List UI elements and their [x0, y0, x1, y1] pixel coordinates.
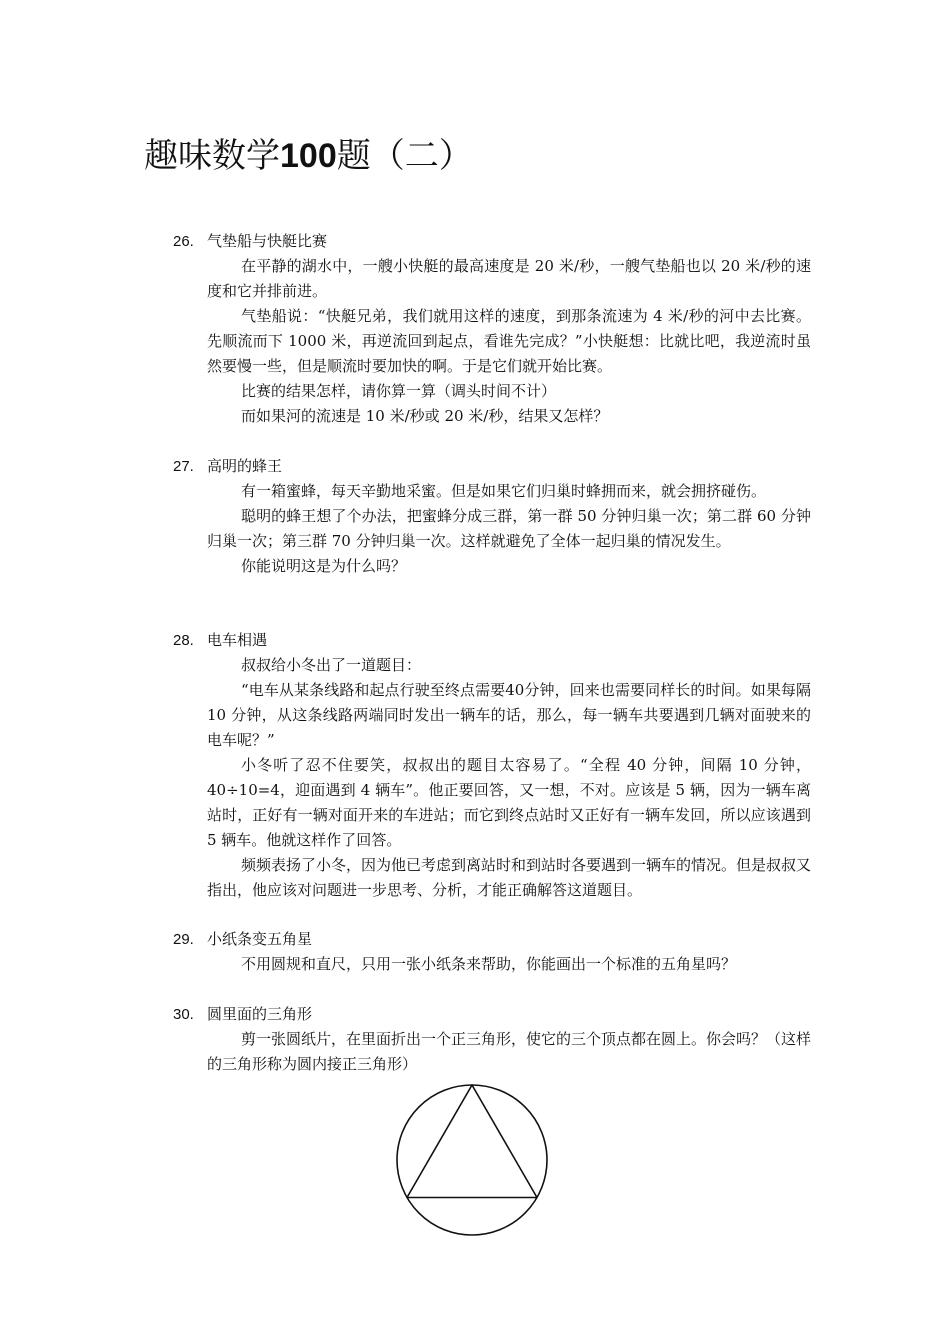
- triangle-shape: [407, 1085, 537, 1198]
- problem-heading: [173, 1002, 813, 1027]
- problem-heading: [173, 454, 813, 479]
- paragraph: 聪明的蜂王想了个办法，把蜜蜂分成三群，第一群 50 分钟归巢一次；第二群 60 分钟归巢一次；第三群 70 分钟归巢一次。这样就避免了全体一起归巢的情况发生。: [207, 507, 811, 550]
- paragraph: 小冬听了忍不住要笑，叔叔出的题目太容易了。“全程 40 分钟，间隔 10 分钟，40÷10=4，迎面遇到 4 辆车”。他正要回答，又一想，不对。应该是 5 辆，因为一辆车离站时，正好有一辆对面开来的车进站；而它到终点站时又正好有一辆车发回，所以应该遇到 5 辆车。他就这样作了回答。: [207, 756, 811, 849]
- paragraph: 比赛的结果怎样，请你算一算（调头时间不计）: [241, 382, 557, 400]
- problem-title: 高明的蜂王: [207, 457, 283, 475]
- paragraph: 有一箱蜜蜂，每天辛勤地采蜜。但是如果它们归巢时蜂拥而来，就会拥挤碰伤。: [241, 482, 767, 500]
- problem-number: 30.: [173, 1006, 194, 1023]
- problem-number: 28.: [173, 632, 194, 649]
- title-number: 100: [280, 137, 337, 175]
- problem-number: 27.: [173, 458, 194, 475]
- paragraph: 剪一张圆纸片，在里面折出一个正三角形，使它的三个顶点都在圆上。你会吗？（这样的三角形称为圆内接正三角形）: [207, 1030, 812, 1073]
- circle-shape: [397, 1085, 547, 1235]
- title-prefix: 趣味数学: [144, 136, 280, 176]
- problem-heading: [173, 628, 813, 653]
- problem-30: [173, 1002, 813, 1077]
- paragraph: 而如果河的流速是 10 米/秒或 20 米/秒，结果又怎样？: [241, 407, 609, 425]
- problem-title: 气垫船与快艇比赛: [207, 232, 328, 250]
- problem-body: [207, 1027, 811, 1077]
- problem-title: 圆里面的三角形: [207, 1005, 313, 1023]
- title-suffix: 题（二）: [336, 136, 473, 176]
- problem-title: 小纸条变五角星: [207, 930, 313, 948]
- problem-number: 29.: [173, 931, 194, 948]
- problem-number: 26.: [173, 233, 194, 250]
- paragraph: 不用圆规和直尺，只用一张小纸条来帮助，你能画出一个标准的五角星吗？: [241, 955, 737, 973]
- problem-28: [173, 628, 813, 903]
- problem-body: [207, 952, 811, 977]
- problem-body: [207, 653, 811, 903]
- problem-heading: [173, 927, 813, 952]
- paragraph: 叔叔给小冬出了一道题目：: [241, 656, 422, 674]
- paragraph: 气垫船说：“快艇兄弟，我们就用这样的速度，到那条流速为 4 米/秒的河中去比赛。先顺流而下 1000 米，再逆流回到起点，看谁先完成？”小快艇想：比就比吧，我逆流时虽然要慢一些，但是顺流时要加快的啊。于是它们就开始比赛。: [207, 307, 811, 375]
- paragraph: 在平静的湖水中，一艘小快艇的最高速度是 20 米/秒，一艘气垫船也以 20 米/秒的速度和它并排前进。: [207, 257, 811, 300]
- paragraph: 你能说明这是为什么吗？: [241, 557, 407, 575]
- paragraph: 频频表扬了小冬，因为他已考虑到离站时和到站时各要遇到一辆车的情况。但是叔叔又指出，他应该对问题进一步思考、分析，才能正确解答这道题目。: [207, 856, 812, 899]
- page-title: [144, 132, 473, 180]
- problem-29: [173, 927, 813, 977]
- problem-26: [173, 229, 813, 429]
- problem-27: [173, 454, 813, 579]
- problem-body: [207, 479, 811, 579]
- problem-title: 电车相遇: [207, 631, 268, 649]
- problem-heading: [173, 229, 813, 254]
- inscribed-triangle-figure: [392, 1080, 552, 1240]
- problem-body: [207, 254, 811, 429]
- paragraph: “电车从某条线路和起点行驶至终点需要40分钟，回来也需要同样长的时间。如果每隔 10 分钟，从这条线路两端同时发出一辆车的话，那么，每一辆车共要遇到几辆对面驶来的电车呢？”: [207, 681, 811, 749]
